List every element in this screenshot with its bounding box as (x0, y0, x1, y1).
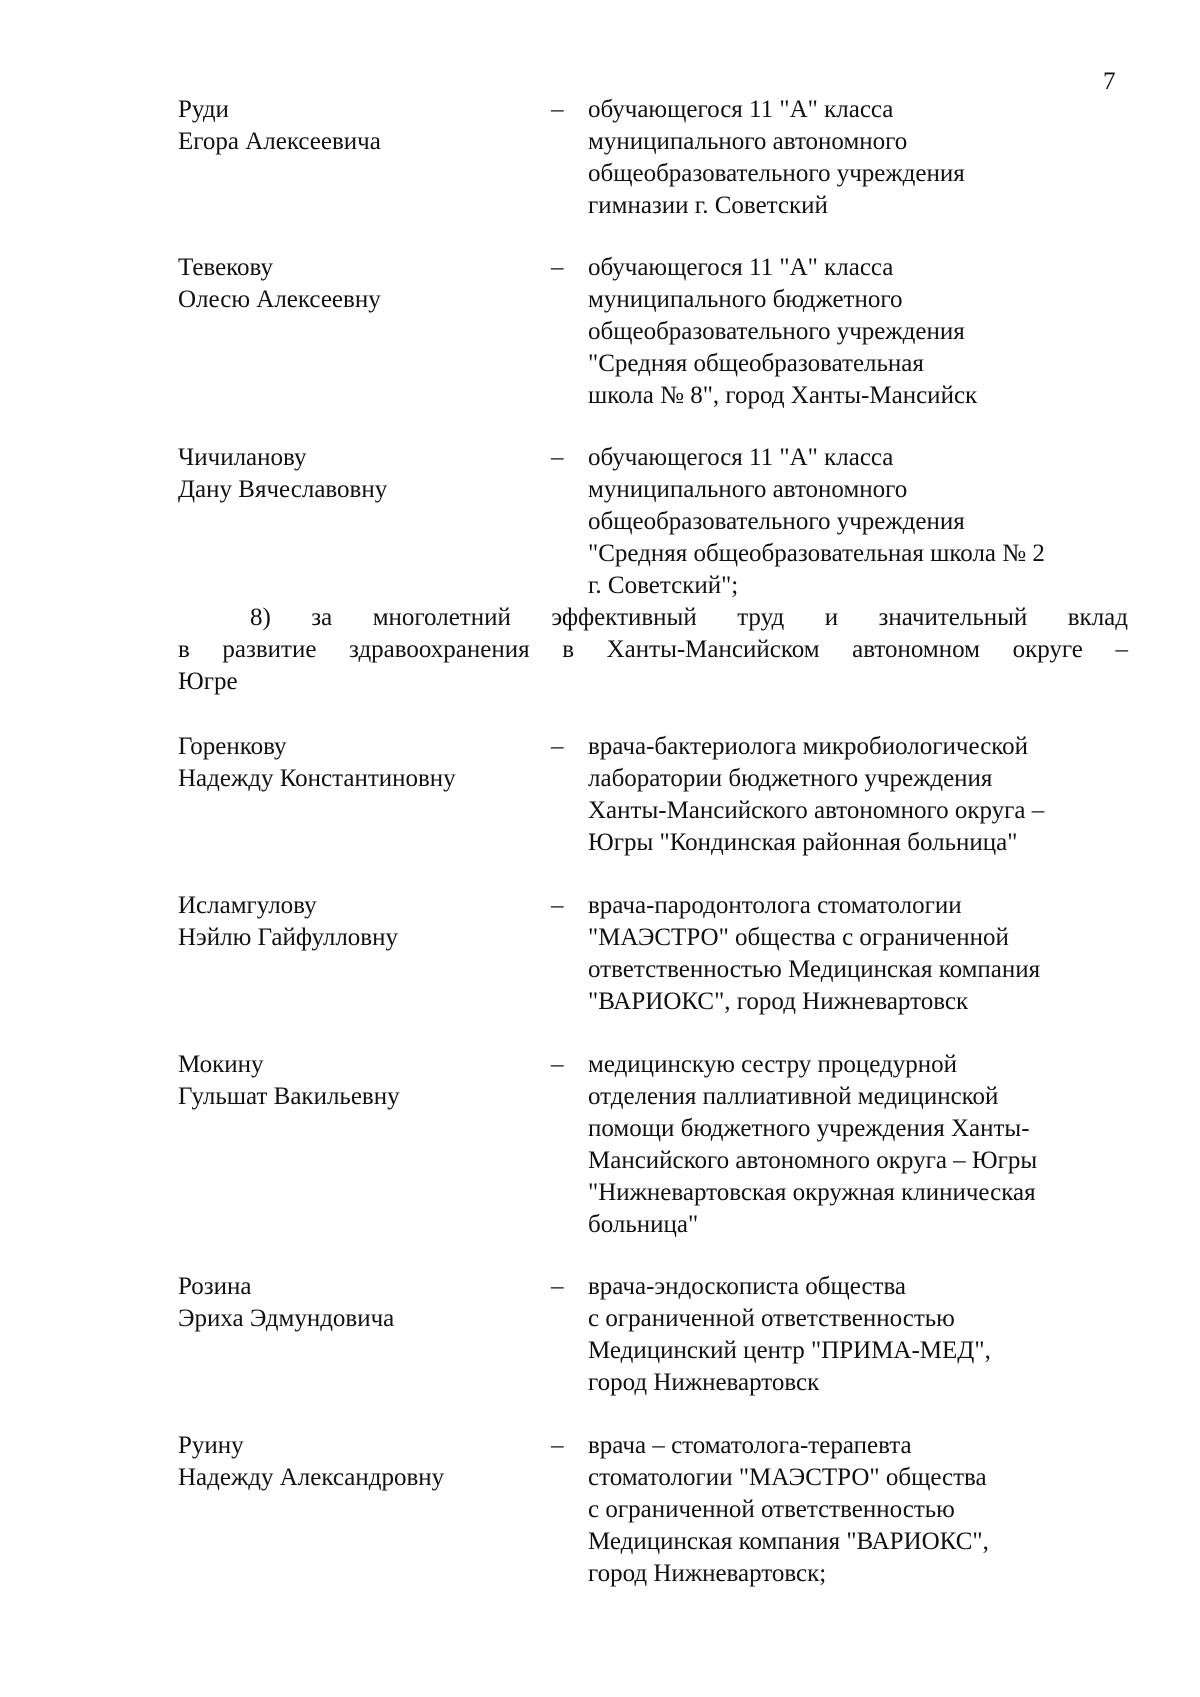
dash-separator: – (551, 733, 564, 760)
desc-line: "ВАРИОКС", город Нижневартовск (588, 988, 969, 1015)
person-description (588, 94, 1133, 222)
dash-separator: – (551, 1432, 564, 1459)
desc-line: с ограниченной ответственностью (588, 1305, 955, 1332)
dash-separator: – (551, 96, 564, 123)
desc-line: лаборатории бюджетного учреждения (588, 765, 993, 792)
desc-line: город Нижневартовск; (588, 1560, 827, 1587)
page-number: 7 (1103, 68, 1116, 95)
name-line: Гульшат Вакильевну (178, 1083, 400, 1110)
desc-line: г. Советский"; (588, 572, 739, 599)
desc-line: Ханты-Мансийского автономного округа – (588, 797, 1045, 824)
name-line: Тевекову (178, 254, 273, 281)
desc-line: Медицинская компания "ВАРИОКС", (588, 1528, 989, 1555)
name-line: Горенкову (178, 733, 287, 760)
name-line: Руди (178, 96, 229, 123)
desc-line: медицинскую сестру процедурной (588, 1051, 958, 1078)
paragraph-line: 8) за многолетний эффективный труд и значительный вклад (250, 604, 1128, 631)
desc-line: город Нижневартовск (588, 1369, 820, 1396)
desc-line: "Средняя общеобразовательная школа № 2 (588, 540, 1045, 567)
dash-separator: – (551, 254, 564, 281)
dash-separator: – (551, 892, 564, 919)
person-description (588, 252, 1133, 412)
desc-line: Югры "Кондинская районная больница" (588, 829, 1018, 856)
desc-line: обучающегося 11 "А" класса (588, 96, 894, 123)
desc-line: муниципального автономного (588, 476, 908, 503)
desc-line: Медицинский центр "ПРИМА-МЕД", (588, 1337, 991, 1364)
desc-line: обучающегося 11 "А" класса (588, 254, 894, 281)
name-line: Исламгулову (178, 892, 317, 919)
person-description (588, 731, 1133, 859)
desc-line: врача-эндоскописта общества (588, 1273, 907, 1300)
desc-line: муниципального автономного (588, 128, 908, 155)
person-description (588, 1430, 1133, 1590)
desc-line: помощи бюджетного учреждения Ханты- (588, 1115, 1030, 1142)
dash-separator: – (551, 444, 564, 471)
person-description (588, 442, 1133, 602)
person-name (178, 890, 538, 954)
desc-line: муниципального бюджетного (588, 286, 903, 313)
desc-line: общеобразовательного учреждения (588, 160, 965, 187)
name-line: Надежду Александровну (178, 1464, 445, 1491)
name-line: Чичиланову (178, 444, 307, 471)
person-description (588, 890, 1133, 1018)
desc-line: Мансийского автономного округа – Югры (588, 1147, 1038, 1174)
person-name (178, 1430, 538, 1494)
person-name (178, 1271, 538, 1335)
desc-line: общеобразовательного учреждения (588, 318, 965, 345)
name-line: Егора Алексеевича (178, 128, 381, 155)
person-name (178, 442, 538, 506)
section-paragraph (178, 602, 1128, 698)
paragraph-line: Югре (178, 668, 238, 695)
name-line: Дану Вячеславовну (178, 476, 388, 503)
name-line: Эриха Эдмундовича (178, 1305, 395, 1332)
name-line: Олесю Алексеевну (178, 286, 381, 313)
name-line: Мокину (178, 1051, 264, 1078)
desc-line: стоматологии "МАЭСТРО" общества (588, 1464, 987, 1491)
desc-line: с ограниченной ответственностью (588, 1496, 955, 1523)
dash-separator: – (551, 1273, 564, 1300)
desc-line: гимназии г. Советский (588, 192, 828, 219)
name-line: Нэйлю Гайфулловну (178, 924, 398, 951)
desc-line: "Средняя общеобразовательная (588, 350, 924, 377)
desc-line: врача-бактериолога микробиологической (588, 733, 1029, 760)
paragraph-line: в развитие здравоохранения в Ханты-Мансийском автономном округе – (178, 636, 1128, 663)
desc-line: врача – стоматолога-терапевта (588, 1432, 912, 1459)
person-description (588, 1049, 1133, 1241)
name-line: Руину (178, 1432, 244, 1459)
person-name (178, 731, 538, 795)
desc-line: врача-пародонтолога стоматологии (588, 892, 962, 919)
person-description (588, 1271, 1133, 1399)
dash-separator: – (551, 1051, 564, 1078)
desc-line: обучающегося 11 "А" класса (588, 444, 894, 471)
person-name (178, 94, 538, 158)
desc-line: больница" (588, 1211, 699, 1238)
name-line: Розина (178, 1273, 252, 1300)
name-line: Надежду Константиновну (178, 765, 456, 792)
desc-line: школа № 8", город Ханты-Мансийск (588, 382, 978, 409)
person-name (178, 1049, 538, 1113)
person-name (178, 252, 538, 316)
desc-line: ответственностью Медицинская компания (588, 956, 1041, 983)
desc-line: отделения паллиативной медицинской (588, 1083, 999, 1110)
desc-line: общеобразовательного учреждения (588, 508, 965, 535)
desc-line: "Нижневартовская окружная клиническая (588, 1179, 1036, 1206)
desc-line: "МАЭСТРО" общества с ограниченной (588, 924, 1009, 951)
